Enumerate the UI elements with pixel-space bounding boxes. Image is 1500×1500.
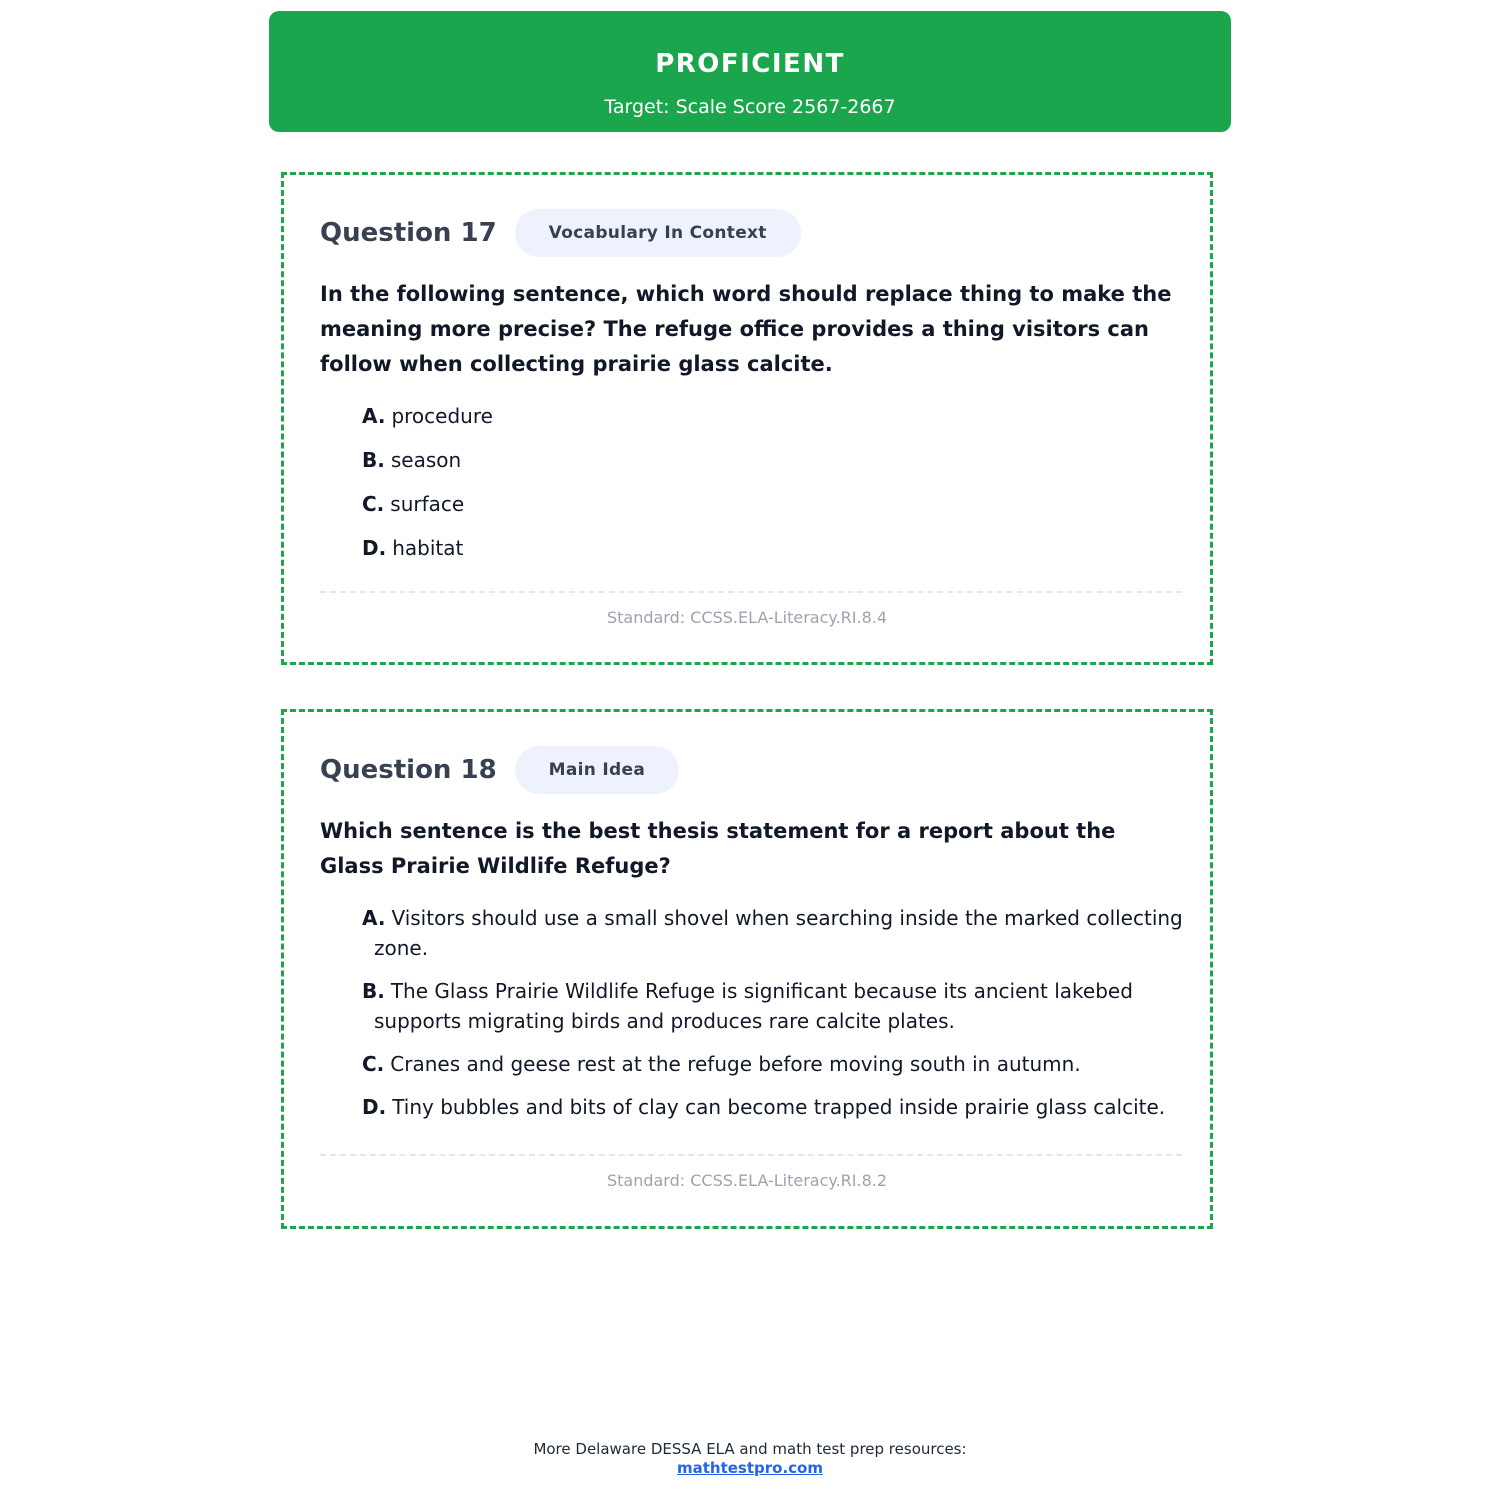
option-text: Visitors should use a small shovel when searching inside the marked collecting zone. — [374, 906, 1183, 960]
option-letter: A. — [362, 404, 386, 428]
answer-option-b[interactable] — [362, 445, 1192, 475]
question-text: In the following sentence, which word should replace thing to make the meaning more precise? The refuge office provides a thing visitors can follow when collecting prairie glass calcite. — [320, 282, 1172, 376]
standard-label: Standard: CCSS.ELA-Literacy.RI.8.4 — [606, 608, 888, 627]
option-letter: B. — [362, 448, 385, 472]
divider — [320, 591, 1182, 593]
answer-option-a[interactable] — [362, 903, 1192, 963]
answer-option-a[interactable] — [362, 401, 1192, 431]
question-text: Which sentence is the best thesis statement for a report about the Glass Prairie Wildlife Refuge? — [320, 819, 1116, 878]
target-score: Target: Scale Score 2567-2667 — [604, 96, 896, 118]
answer-option-d[interactable] — [362, 1092, 1192, 1122]
footer-text: More Delaware DESSA ELA and math test prep resources: — [533, 1440, 967, 1458]
option-text: season — [390, 448, 462, 472]
answer-option-c[interactable] — [362, 489, 1192, 519]
answer-option-b[interactable] — [362, 976, 1192, 1036]
option-text: surface — [390, 492, 465, 516]
level-title: PROFICIENT — [655, 49, 845, 79]
answer-options — [362, 401, 1192, 577]
option-letter: A. — [362, 906, 386, 930]
option-text: The Glass Prairie Wildlife Refuge is significant because its ancient lakebed supports migrating birds and produces rare calcite plates. — [374, 979, 1133, 1033]
option-letter: C. — [362, 1052, 385, 1076]
option-letter: C. — [362, 492, 385, 516]
option-letter: B. — [362, 979, 385, 1003]
question-header — [320, 208, 801, 258]
answer-option-d[interactable] — [362, 533, 1192, 563]
option-text: Tiny bubbles and bits of clay can become trapped inside prairie glass calcite. — [392, 1095, 1166, 1119]
resources-link[interactable]: mathtestpro.com — [676, 1459, 823, 1477]
standard-label: Standard: CCSS.ELA-Literacy.RI.8.2 — [606, 1171, 888, 1190]
option-letter: D. — [362, 1095, 387, 1119]
answer-option-c[interactable] — [362, 1049, 1192, 1079]
question-header — [320, 745, 679, 795]
option-text: Cranes and geese rest at the refuge before moving south in autumn. — [390, 1052, 1081, 1076]
option-letter: D. — [362, 536, 387, 560]
divider — [320, 1154, 1182, 1156]
option-text: procedure — [391, 404, 493, 428]
skill-tag: Vocabulary In Context — [515, 209, 801, 257]
level-banner — [269, 11, 1231, 132]
question-card-18 — [281, 709, 1213, 1229]
skill-tag: Main Idea — [515, 746, 679, 794]
question-number: Question 18 — [320, 755, 497, 785]
question-card-17 — [281, 172, 1213, 665]
footer — [0, 1440, 1500, 1478]
answer-options — [362, 903, 1192, 1135]
option-text: habitat — [392, 536, 464, 560]
question-number: Question 17 — [320, 218, 497, 248]
